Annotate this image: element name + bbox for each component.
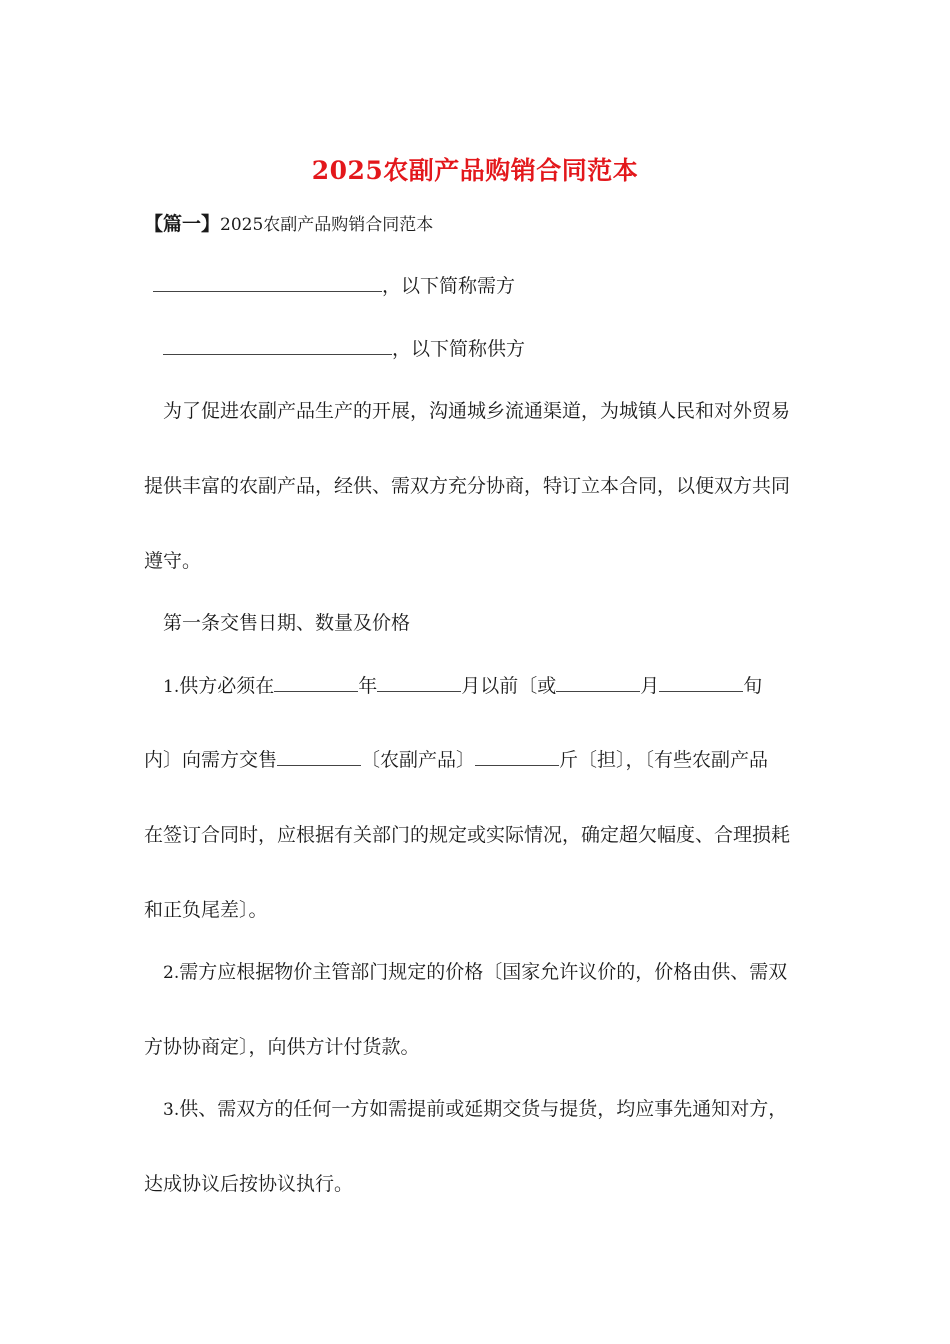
section-label: 【篇一】 [144,213,221,235]
item-2-line-1 [163,959,787,986]
document-title: 2025农副产品购销合同范本 [311,156,639,185]
month-blank [377,673,461,692]
item-2-text: 需方应根据物价主管部门规定的价格〔国家允许议价的，价格由供、需双 [179,961,788,983]
quantity-blank [475,747,559,766]
item-1-text-h: 斤〔担〕，〔有些农副产品 [559,749,769,771]
item-1-line-2 [144,747,768,773]
item-1-text-c: 月以前〔或 [461,675,557,697]
item-2-line-2: 方协协商定〕，向供方计付货款。 [144,1036,420,1058]
item-1-number: 1. [163,677,180,697]
item-1-text-a: 供方必须在 [179,675,275,697]
party-a-line [153,273,515,299]
product-blank [277,747,361,766]
alt-month-blank [556,673,640,692]
preamble-line-2: 提供丰富的农副产品，经供、需双方充分协商，特订立本合同，以便双方共同 [144,475,791,497]
item-3-line-2: 达成协议后按协议执行。 [144,1173,354,1195]
preamble-line-3: 遵守。 [144,550,202,572]
party-b-blank [163,336,392,355]
party-a-label: ，以下简称需方 [382,275,516,297]
period-blank [659,673,743,692]
item-1-line-1 [163,673,762,700]
item-3-line-1 [163,1096,787,1123]
item-1-text-d: 月 [640,675,660,697]
item-3-text: 供、需双方的任何一方如需提前或延期交货与提货，均应事先通知对方， [179,1098,788,1120]
article-1-title: 第一条交售日期、数量及价格 [163,612,411,634]
section-title: 2025农副产品购销合同范本 [220,215,434,235]
item-1-text-f: 内〕向需方交售 [144,749,278,771]
party-b-label: ，以下简称供方 [392,338,526,360]
section-heading [144,211,433,238]
item-1-line-3: 在签订合同时，应根据有关部门的规定或实际情况，确定超欠幅度、合理损耗 [144,824,791,846]
item-3-number: 3. [163,1100,180,1120]
item-1-text-b: 年 [358,675,378,697]
item-1-line-4: 和正负尾差〕。 [144,899,268,921]
party-a-blank [153,273,382,292]
item-1-text-g: 〔农副产品〕 [361,749,476,771]
item-1-text-e: 旬 [743,675,763,697]
year-blank [274,673,358,692]
party-b-line [163,336,525,362]
item-2-number: 2. [163,963,180,983]
preamble-line-1: 为了促进农副产品生产的开展，沟通城乡流通渠道，为城镇人民和对外贸易 [163,400,791,422]
